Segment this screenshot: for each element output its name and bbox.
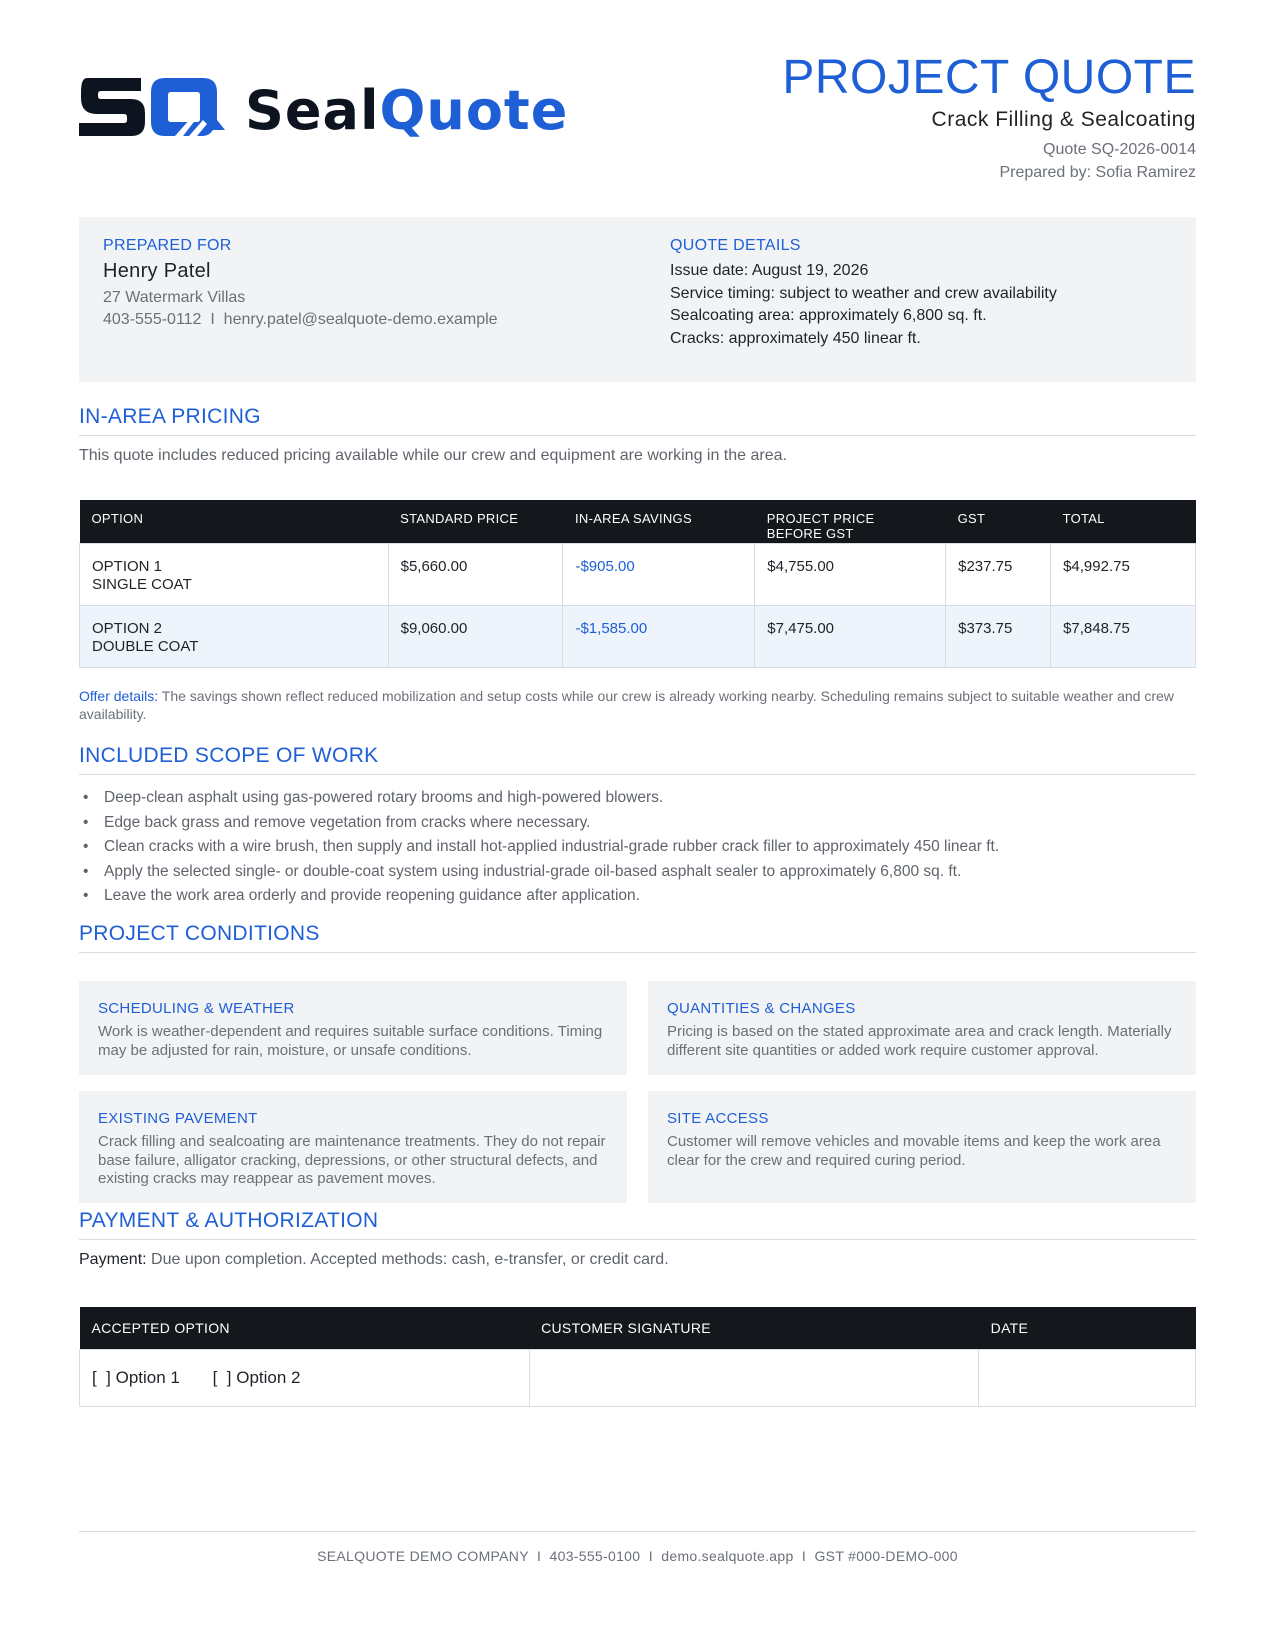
option-cell	[80, 605, 389, 667]
column-header: GST	[946, 500, 1051, 543]
before-gst-cell: $7,475.00	[755, 605, 946, 667]
column-header: ACCEPTED OPTION	[80, 1307, 530, 1350]
condition-title: SITE ACCESS	[667, 1110, 769, 1127]
authorization-table	[79, 1307, 1196, 1407]
standard-price-cell: $5,660.00	[388, 543, 563, 605]
detail-line: Cracks: approximately 450 linear ft.	[670, 329, 921, 347]
authorization-header-row	[80, 1307, 1196, 1350]
detail-line: Issue date: August 19, 2026	[670, 262, 869, 279]
quote-details-block	[670, 237, 1057, 350]
option-1-checkbox[interactable]: [ ] Option 1	[92, 1368, 180, 1387]
gst-cell: $237.75	[946, 543, 1051, 605]
customer-contact: 403-555-0112 I henry.patel@sealquote-demo.example	[103, 311, 498, 328]
option-coat: DOUBLE COAT	[92, 637, 199, 655]
offer-label: Offer details:	[79, 688, 159, 704]
column-header: TOTAL	[1051, 500, 1196, 543]
pricing-heading: IN-AREA PRICING	[79, 405, 1196, 436]
column-header: CUSTOMER SIGNATURE	[529, 1307, 979, 1350]
payment-heading: PAYMENT & AUTHORIZATION	[79, 1209, 1196, 1240]
table-row	[80, 543, 1196, 605]
pricing-header-row	[80, 500, 1196, 543]
offer-text: The savings shown reflect reduced mobilization and setup costs while our crew is already working nearby. Scheduling remains subject to suitable weather and crew availability.	[79, 688, 1174, 722]
condition-card	[79, 981, 627, 1075]
list-item: • Deep-clean asphalt using gas-powered rotary brooms and high-powered blowers.	[79, 786, 1196, 811]
condition-title: EXISTING PAVEMENT	[98, 1110, 258, 1127]
condition-body: Pricing is based on the stated approximate area and crack length. Materially different site quantities or added work require customer approval.	[667, 1023, 1172, 1059]
column-header: STANDARD PRICE	[388, 500, 563, 543]
option-name: OPTION 1	[92, 557, 163, 575]
payment-terms	[79, 1251, 669, 1269]
prepared-by: Prepared by: Sofia Ramirez	[999, 164, 1196, 181]
pricing-intro: This quote includes reduced pricing available while our crew and equipment are working in the area.	[79, 447, 787, 464]
condition-body: Work is weather-dependent and requires suitable surface conditions. Timing may be adjusted for rain, moisture, or unsafe conditions.	[98, 1023, 603, 1059]
list-item: • Apply the selected single- or double-coat system using industrial-grade oil-based asphalt sealer to approximately 6,800 sq. ft.	[79, 860, 1196, 885]
offer-details	[79, 687, 1196, 723]
option-coat: SINGLE COAT	[92, 575, 192, 593]
gst-cell: $373.75	[946, 605, 1051, 667]
condition-card	[79, 1091, 627, 1203]
pricing-table	[79, 500, 1196, 668]
column-header: PROJECT PRICE BEFORE GST	[755, 500, 946, 543]
table-row	[80, 1350, 1196, 1407]
page-footer: SEALQUOTE DEMO COMPANY I 403-555-0100 I demo.sealquote.app I GST #000-DEMO-000	[79, 1531, 1196, 1564]
payment-text: Due upon completion. Accepted methods: cash, e-transfer, or credit card.	[146, 1251, 669, 1268]
date-field[interactable]	[979, 1350, 1196, 1407]
page-title: PROJECT QUOTE	[782, 51, 1196, 104]
payment-label: Payment:	[79, 1251, 147, 1268]
option-name: OPTION 2	[92, 619, 163, 637]
company-logo	[79, 74, 579, 144]
detail-line: Service timing: subject to weather and crew availability	[670, 284, 1057, 302]
sq-logo-mark-icon	[79, 74, 229, 140]
condition-body: Crack filling and sealcoating are maintenance treatments. They do not repair base failure, alligator cracking, depressions, or other structural defects, and existing cracks may reappear as pavement moves.	[98, 1133, 606, 1187]
total-cell: $4,992.75	[1051, 543, 1196, 605]
customer-name: Henry Patel	[103, 260, 211, 282]
table-row	[80, 605, 1196, 667]
info-panel	[79, 217, 1196, 382]
condition-title: QUANTITIES & CHANGES	[667, 1000, 856, 1017]
detail-line: Sealcoating area: approximately 6,800 sq. ft.	[670, 307, 987, 324]
before-gst-cell: $4,755.00	[755, 543, 946, 605]
list-item: • Leave the work area orderly and provide reopening guidance after application.	[79, 884, 1196, 909]
condition-card	[648, 981, 1196, 1075]
prepared-for-label: PREPARED FOR	[103, 237, 232, 254]
standard-price-cell: $9,060.00	[388, 605, 563, 667]
list-item: • Edge back grass and remove vegetation from cracks where necessary.	[79, 811, 1196, 836]
accepted-option-cell	[80, 1350, 530, 1407]
column-header: IN-AREA SAVINGS	[563, 500, 755, 543]
condition-title: SCHEDULING & WEATHER	[98, 1000, 295, 1017]
scope-heading: INCLUDED SCOPE OF WORK	[79, 744, 1196, 775]
signature-field[interactable]	[529, 1350, 979, 1407]
header-title-block	[782, 50, 1196, 184]
column-header: OPTION	[80, 500, 389, 543]
savings-cell: -$1,585.00	[563, 605, 755, 667]
quote-details-label: QUOTE DETAILS	[670, 237, 801, 254]
customer-address: 27 Watermark Villas	[103, 289, 246, 306]
list-item: • Clean cracks with a wire brush, then supply and install hot-applied industrial-grade rubber crack filler to approximately 450 linear ft.	[79, 835, 1196, 860]
prepared-for-block	[103, 237, 498, 331]
conditions-heading: PROJECT CONDITIONS	[79, 922, 1196, 953]
option-2-checkbox[interactable]: [ ] Option 2	[212, 1368, 301, 1387]
scope-list	[79, 786, 1196, 909]
total-cell: $7,848.75	[1051, 605, 1196, 667]
option-cell	[80, 543, 389, 605]
column-header: DATE	[979, 1307, 1196, 1350]
page-subtitle: Crack Filling & Sealcoating	[931, 108, 1196, 131]
logo-wordmark: SealQuote	[245, 79, 569, 142]
quote-number: Quote SQ-2026-0014	[1043, 141, 1196, 158]
condition-card	[648, 1091, 1196, 1203]
condition-body: Customer will remove vehicles and movable items and keep the work area clear for the crew and required curing period.	[667, 1133, 1161, 1169]
savings-cell: -$905.00	[563, 543, 755, 605]
